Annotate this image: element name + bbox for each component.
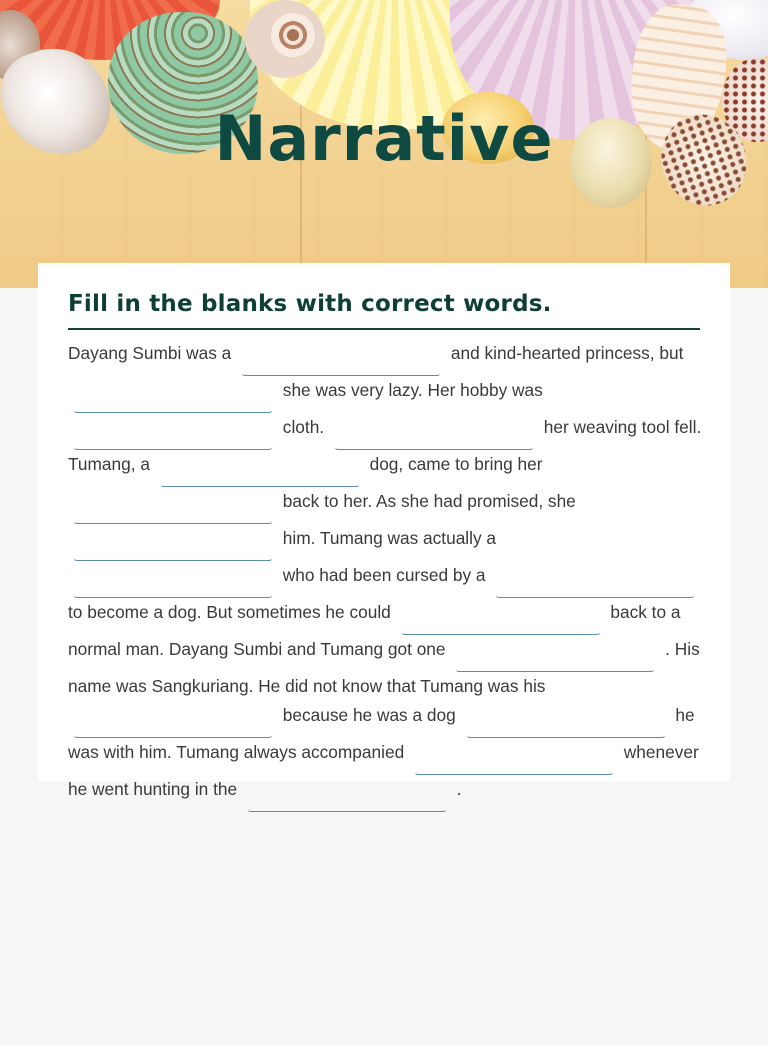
- passage-text: back to a normal man. Dayang Sumbi and Tumang got one: [68, 602, 681, 659]
- fill-in-passage: [68, 339, 703, 812]
- passage-text: .: [451, 778, 462, 799]
- passage-text: . His name was Sangkuriang. He did not know that Tumang was his: [68, 639, 700, 696]
- passage-text: she was very lazy. Her hobby was: [278, 380, 543, 400]
- passage-text: who had been cursed by a: [278, 565, 491, 585]
- passage-text: he was with him. Tumang always accompanied: [68, 704, 695, 762]
- passage-text: to become a dog. But sometimes he could: [68, 602, 396, 622]
- blank-input-5[interactable]: [160, 463, 360, 487]
- passage-text: because he was a dog: [278, 704, 461, 725]
- blank-input-13[interactable]: [466, 714, 666, 738]
- header-banner: [0, 0, 768, 288]
- blank-input-11[interactable]: [455, 648, 655, 672]
- passage-text: whenever he went hunting in the: [68, 741, 699, 799]
- blank-input-7[interactable]: [73, 537, 273, 561]
- page-title: Narrative: [214, 102, 554, 175]
- blank-input-10[interactable]: [401, 611, 601, 635]
- passage-text: back to her. As she had promised, she: [278, 491, 576, 511]
- blank-input-14[interactable]: [414, 751, 614, 775]
- passage-text: cloth.: [278, 417, 329, 437]
- blank-input-3[interactable]: [73, 426, 273, 450]
- blank-input-8[interactable]: [73, 574, 273, 598]
- passage-text: Dayang Sumbi was a: [68, 343, 237, 363]
- blank-input-6[interactable]: [73, 500, 273, 524]
- blank-input-2[interactable]: [73, 389, 273, 413]
- passage-text: and kind-hearted princess, but: [446, 343, 684, 363]
- blank-input-1[interactable]: [241, 352, 441, 376]
- worksheet-card: [38, 263, 730, 799]
- spiral-shell-image: [245, 0, 325, 78]
- heading-divider: [68, 328, 700, 330]
- blank-input-12[interactable]: [73, 714, 273, 738]
- blank-input-15[interactable]: [247, 788, 447, 812]
- passage-text: her weaving tool fell. Tumang, a: [68, 417, 702, 474]
- passage-text: him. Tumang was actually a: [278, 528, 497, 548]
- passage-text: dog, came to bring her: [364, 454, 543, 474]
- blank-input-9[interactable]: [495, 574, 695, 598]
- instructions-heading: Fill in the blanks with correct words.: [68, 291, 552, 317]
- blank-input-4[interactable]: [334, 426, 534, 450]
